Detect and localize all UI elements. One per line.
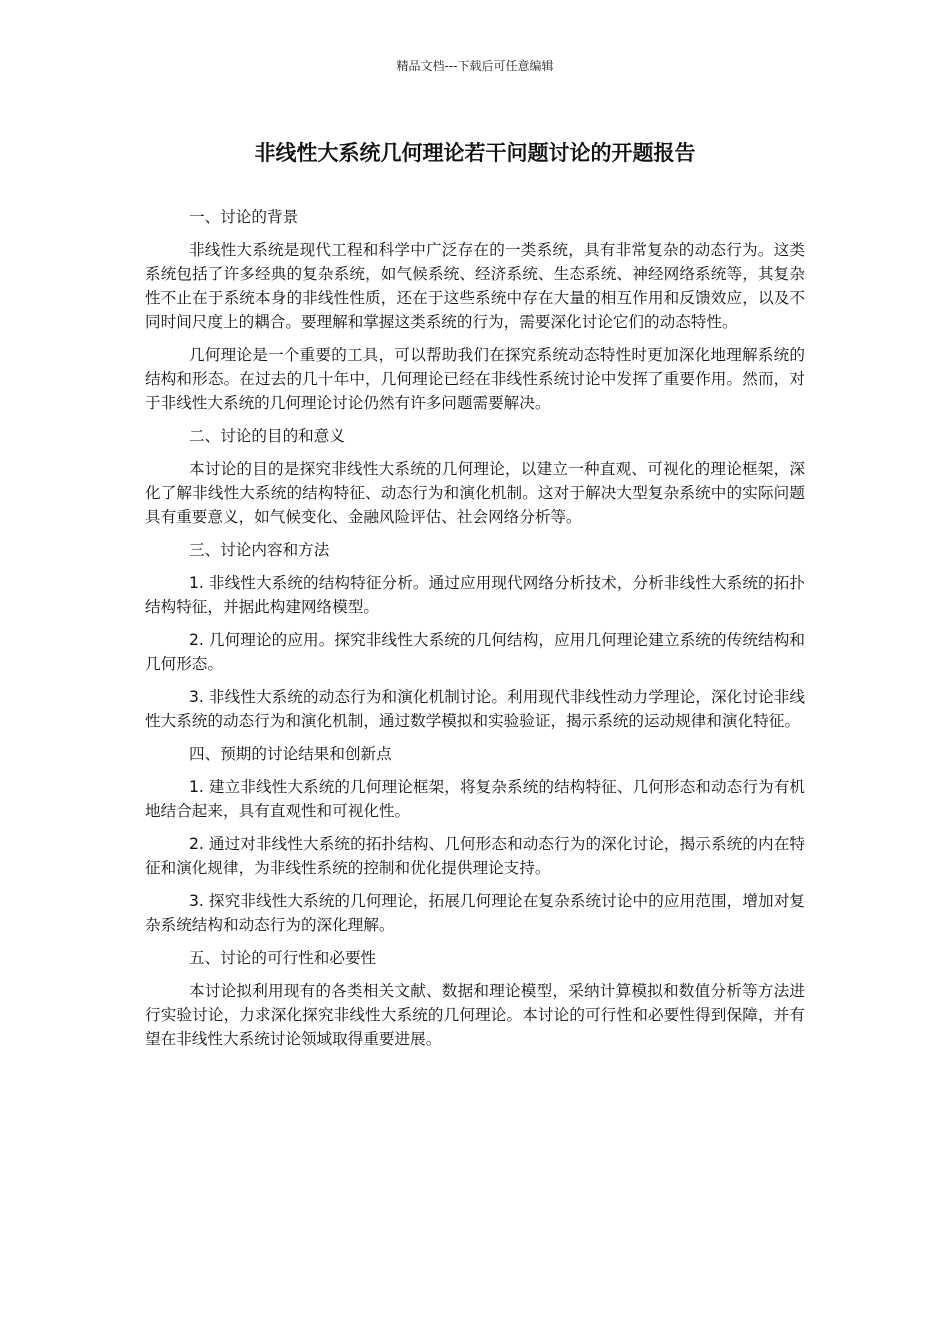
list-item: 2. 几何理论的应用。探究非线性大系统的几何结构，应用几何理论建立系统的传统结构和几何形态。 xyxy=(145,631,805,673)
list-item: 3. 探究非线性大系统的几何理论，拓展几何理论在复杂系统讨论中的应用范围，增加对复杂系统结构和动态行为的深化理解。 xyxy=(145,892,805,934)
document-body xyxy=(145,205,805,1060)
list-item: 2. 通过对非线性大系统的拓扑结构、几何形态和动态行为的深化讨论，揭示系统的内在特征和演化规律，为非线性系统的控制和优化提供理论支持。 xyxy=(145,835,805,877)
document-title: 非线性大系统几何理论若干问题讨论的开题报告 xyxy=(254,141,696,165)
paragraph: 非线性大系统是现代工程和科学中广泛存在的一类系统，具有非常复杂的动态行为。这类系统包括了许多经典的复杂系统，如气候系统、经济系统、生态系统、神经网络系统等，其复杂性不止在于系统本身的非线性性质，还在于这些系统中存在大量的相互作用和反馈效应，以及不同时间尺度上的耦合。要理解和掌握这类系统的行为，需要深化讨论它们的动态特性。 xyxy=(145,241,805,331)
paragraph: 本讨论拟利用现有的各类相关文献、数据和理论模型，采纳计算模拟和数值分析等方法进行实验讨论，力求深化探究非线性大系统的几何理论。本讨论的可行性和必要性得到保障，并有望在非线性大系统讨论领域取得重要进展。 xyxy=(145,982,805,1048)
list-item: 1. 非线性大系统的结构特征分析。通过应用现代网络分析技术，分析非线性大系统的拓扑结构特征，并据此构建网络模型。 xyxy=(145,574,805,616)
section-heading-content-methods: 三、讨论内容和方法 xyxy=(189,541,330,559)
section-heading-purpose: 二、讨论的目的和意义 xyxy=(189,427,345,445)
list-item: 1. 建立非线性大系统的几何理论框架，将复杂系统的结构特征、几何形态和动态行为有机地结合起来，具有直观性和可视化性。 xyxy=(145,778,805,820)
list-item: 3. 非线性大系统的动态行为和演化机制讨论。利用现代非线性动力学理论，深化讨论非线性大系统的动态行为和演化机制，通过数学模拟和实验验证，揭示系统的运动规律和演化特征。 xyxy=(145,688,805,730)
section-heading-background: 一、讨论的背景 xyxy=(189,208,299,226)
section-heading-expected-results: 四、预期的讨论结果和创新点 xyxy=(189,745,392,763)
paragraph: 本讨论的目的是探究非线性大系统的几何理论，以建立一种直观、可视化的理论框架，深化了解非线性大系统的结构特征、动态行为和演化机制。这对于解决大型复杂系统中的实际问题具有重要意义，如气候变化、金融风险评估、社会网络分析等。 xyxy=(145,460,805,526)
header-note: 精品文档---下载后可任意编辑 xyxy=(396,59,554,73)
paragraph: 几何理论是一个重要的工具，可以帮助我们在探究系统动态特性时更加深化地理解系统的结构和形态。在过去的几十年中，几何理论已经在非线性系统讨论中发挥了重要作用。然而，对于非线性大系统的几何理论讨论仍然有许多问题需要解决。 xyxy=(145,346,805,412)
section-heading-feasibility: 五、讨论的可行性和必要性 xyxy=(189,949,377,967)
